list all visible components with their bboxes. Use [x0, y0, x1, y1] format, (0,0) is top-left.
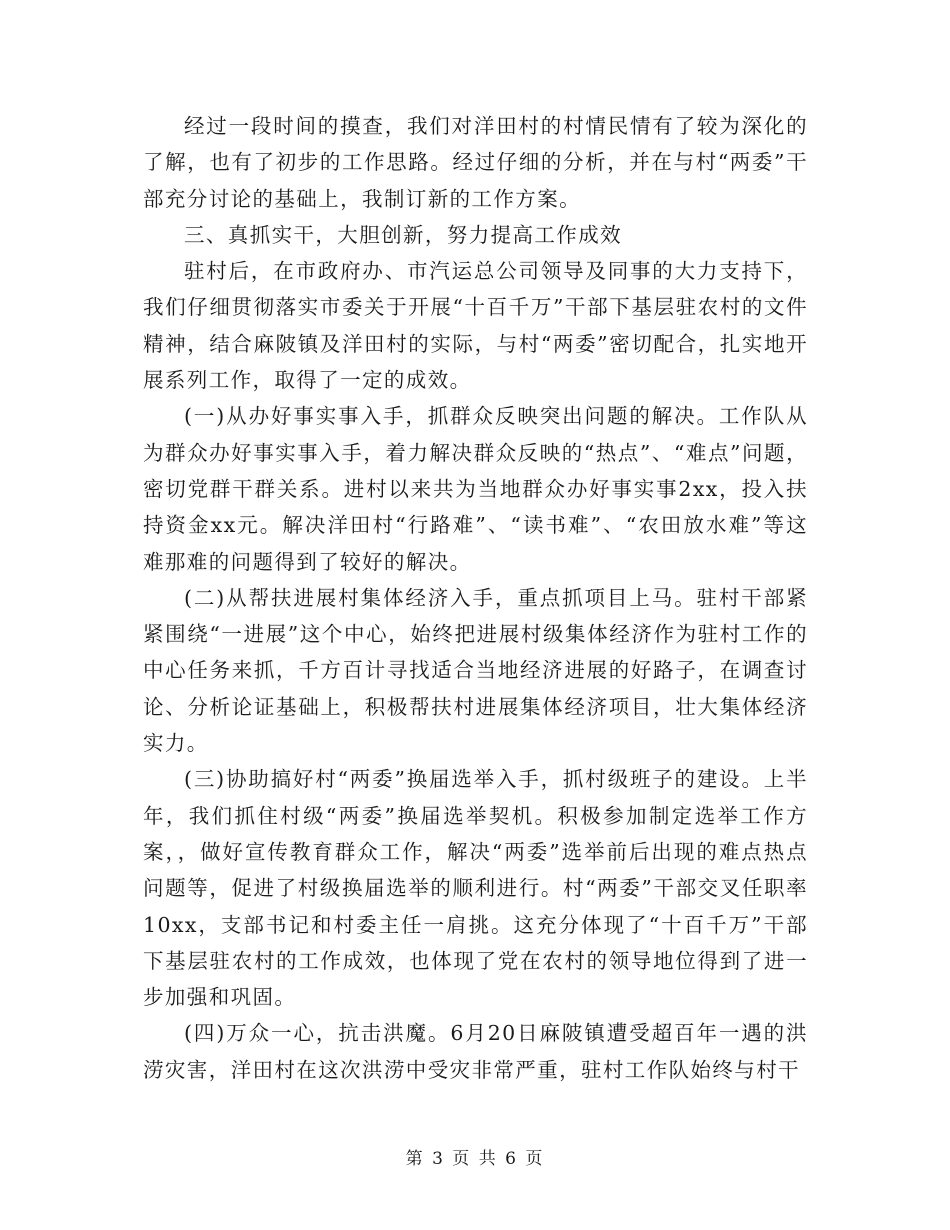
paragraph-item-3: (三)协助搞好村“两委”换届选举入手，抓村级班子的建设。上半年，我们抓住村级“两委”换届选举契机。积极参加制定选举工作方案，，做好宣传教育群众工作，解决“两委”选举前后出现的难点热点问题等，促进了村级换届选举的顺利进行。村“两委”干部交叉任职率10xx，支部书记和村委主任一肩挑。这充分体现了“十百千万”干部下基层驻农村的工作成效，也体现了党在农村的领导地位得到了进一步加强和巩固。: [143, 767, 808, 1010]
page-number: 第 3 页 共 6 页: [405, 1149, 545, 1169]
paragraph-item-2: (二)从帮扶进展村集体经济入手，重点抓项目上马。驻村干部紧紧围绕“一进展”这个中心，始终把进展村级集体经济作为驻村工作的中心任务来抓，千方百计寻找适合当地经济进展的好路子，在调查讨论、分析论证基础上，积极帮扶村进展集体经济项目，壮大集体经济实力。: [143, 585, 808, 756]
paragraph-item-1: (一)从办好事实事入手，抓群众反映突出问题的解决。工作队从为群众办好事实事入手，着力解决群众反映的“热点”、“难点”问题，密切党群干群关系。进村以来共为当地群众办好事实事2xx，投入扶持资金xx元。解决洋田村“行路难”、“读书难”、“农田放水难”等这难那难的问题得到了较好的解决。: [143, 404, 808, 574]
paragraph-investigation-summary: 经过一段时间的摸查，我们对洋田村的村情民情有了较为深化的了解，也有了初步的工作思路。经过仔细的分析，并在与村“两委”干部充分讨论的基础上，我制订新的工作方案。: [143, 114, 808, 211]
paragraph-village-work-intro: 驻村后，在市政府办、市汽运总公司领导及同事的大力支持下，我们仔细贯彻落实市委关于开展“十百千万”干部下基层驻农村的文件精神，结合麻陂镇及洋田村的实际，与村“两委”密切配合，扎实地开展系列工作，取得了一定的成效。: [143, 259, 808, 393]
section-heading-3: 三、真抓实干，大胆创新，努力提高工作成效: [184, 222, 622, 247]
paragraph-item-4: (四)万众一心，抗击洪魔。6月20日麻陂镇遭受超百年一遇的洪涝灾害，洋田村在这次洪涝中受灾非常严重，驻村工作队始终与村干: [143, 1021, 808, 1082]
page-footer: [0, 1144, 950, 1169]
document-body: [143, 108, 808, 1088]
